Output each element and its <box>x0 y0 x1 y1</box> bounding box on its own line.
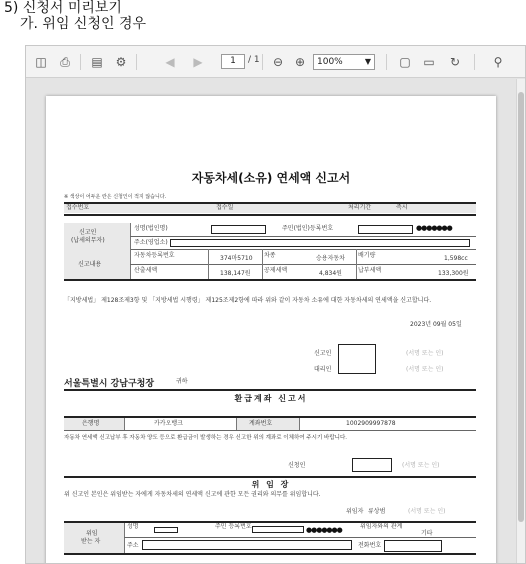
print-icon[interactable]: ⎙ <box>60 55 70 69</box>
toolbar-separator <box>386 54 387 70</box>
zoom-out-icon[interactable]: ⊖ <box>272 55 284 69</box>
phone-label: 전화번호 <box>358 542 382 549</box>
page-total: / 1 <box>248 55 260 65</box>
grid-line <box>299 418 300 430</box>
grid-line <box>130 236 476 237</box>
toolbar-separator <box>474 54 475 70</box>
resident-no-mask: ●●●●●●● <box>416 224 452 232</box>
grid-line <box>262 249 263 279</box>
next-page-icon[interactable]: ▶ <box>193 55 203 69</box>
vehicle-no-label: 자동차등록번호 <box>134 252 175 259</box>
fit-page-icon[interactable]: ▢ <box>399 55 411 69</box>
document-page <box>46 96 496 564</box>
page-number-input[interactable]: 1 <box>221 54 245 69</box>
poa-resident-redaction-box <box>252 526 304 533</box>
poa-statement: 위 신고인 본인은 위임받는 자에게 자동차세의 연세액 신고에 관한 모든 권리와 의무를 위임합니다. <box>64 491 321 498</box>
displacement-value: 1,598cc <box>444 255 468 262</box>
form-notice: ※ 색상이 어두운 란은 신청인이 적지 않습니다. <box>64 194 167 200</box>
applicant-signature-box <box>352 458 392 472</box>
toolbar-separator <box>80 54 81 70</box>
divider <box>64 279 476 281</box>
reporter-label: 신고인 <box>314 350 332 357</box>
toolbar-separator <box>262 54 263 70</box>
applicant-label-2: (납세의무자) <box>71 237 105 244</box>
scrollbar-thumb[interactable] <box>518 92 524 522</box>
search-icon[interactable]: ⚲ <box>493 55 503 69</box>
name-label: 성명(법인명) <box>134 225 168 232</box>
relation-value: 기타 <box>421 530 433 537</box>
receipt-no-label: 접수번호 <box>66 204 90 211</box>
settings-document-icon[interactable]: ⚙ <box>115 55 127 69</box>
delegator-name: 류상범 <box>368 508 386 515</box>
poa-resident-mask: ●●●●●●● <box>306 526 342 534</box>
previous-page-icon[interactable]: ◀ <box>165 55 175 69</box>
office-suffix: 귀하 <box>176 378 188 385</box>
poa-address-redaction-box <box>142 540 352 550</box>
address-redaction-box <box>170 239 470 247</box>
content-label: 신고내용 <box>78 261 102 268</box>
heading-line-2: 가. 위임 신청인 경우 <box>20 16 146 32</box>
document-icon[interactable]: ▤ <box>91 55 103 69</box>
delegatee-label-2: 받는 자 <box>81 538 101 545</box>
processing-period-label: 처리기간 <box>348 204 372 211</box>
pdf-viewer <box>25 45 526 564</box>
grid-line <box>130 264 476 265</box>
grid-line <box>356 249 357 279</box>
agent-label: 대리인 <box>314 366 332 373</box>
refund-title: 환급계좌 신고서 <box>234 394 308 403</box>
grid-line <box>208 249 209 279</box>
name-redaction-box <box>211 225 266 234</box>
sign-hint-2: (서명 또는 인) <box>406 366 444 373</box>
section-heading <box>4 0 146 32</box>
car-type-label: 차종 <box>264 252 276 259</box>
resident-no-label: 주민(법인)등록번호 <box>282 225 334 232</box>
payable-label: 납부세액 <box>358 267 382 274</box>
receipt-date-label: 접수일 <box>216 204 234 211</box>
applicant-sign-hint: (서명 또는 인) <box>402 462 440 469</box>
signature-box <box>338 344 376 374</box>
poa-address-label: 주소 <box>127 542 139 549</box>
applicant-label: 신고인 <box>79 229 97 236</box>
deduction-value: 4,834원 <box>319 270 342 277</box>
poa-name-redaction-box <box>154 527 178 533</box>
bank-label: 은행명 <box>82 420 100 427</box>
poa-name-label: 성명 <box>127 523 139 530</box>
calc-tax-label: 산출세액 <box>134 267 158 274</box>
account-label: 계좌번호 <box>249 420 273 427</box>
phone-redaction-box <box>384 540 442 552</box>
car-type-value: 승용자동차 <box>316 255 345 262</box>
grid-line <box>124 537 476 538</box>
statement-text: 「지방세법」 제128조제3항 및 「지방세법 시행령」 제125조제2항에 따라 위와 같이 자동차 소유에 대한 자동차세의 연세액을 신고합니다. <box>64 297 432 304</box>
zoom-in-icon[interactable]: ⊕ <box>294 55 306 69</box>
delegator-label: 위임자 <box>346 508 364 515</box>
divider <box>64 214 476 216</box>
receipt-row-shade <box>64 204 476 213</box>
account-value: 1002909997878 <box>346 420 396 427</box>
divider <box>64 476 476 478</box>
payable-value: 133,300원 <box>438 270 469 277</box>
delegator-sign-hint: (서명 또는 인) <box>408 508 446 515</box>
divider <box>64 553 476 555</box>
deduction-label: 공제세액 <box>264 267 288 274</box>
bank-value: 카카오뱅크 <box>154 420 183 427</box>
form-title: 자동차세(소유) 연세액 신고서 <box>191 171 351 185</box>
refund-statement: 자동차 연세액 신고납부 후 자동차 양도 등으로 환급금이 발생하는 경우 신고한 위의 계좌로 이체하여 주시기 바랍니다. <box>64 435 348 441</box>
poa-resident-label: 주민 등록번호 <box>215 523 252 530</box>
grid-line <box>124 523 125 553</box>
sign-hint: (서명 또는 인) <box>406 350 444 357</box>
vehicle-no-value: 374마5710 <box>220 255 253 262</box>
displacement-label: 배기량 <box>358 252 376 259</box>
viewer-toolbar <box>26 46 526 78</box>
chevron-down-icon: ▼ <box>364 57 371 66</box>
zoom-value: 100% <box>317 57 343 67</box>
applicant-label-refund: 신청인 <box>288 462 306 469</box>
calc-tax-value: 138,147원 <box>220 270 251 277</box>
toolbar-separator <box>136 54 137 70</box>
processing-period-value: 즉시 <box>396 204 408 211</box>
grid-line <box>124 418 125 430</box>
poa-title: 위 임 장 <box>251 480 291 489</box>
save-icon[interactable]: ◫ <box>35 55 47 69</box>
heading-line-1: 5) 신청서 미리보기 <box>4 0 122 16</box>
fit-width-icon[interactable]: ▭ <box>423 55 435 69</box>
address-label: 주소(영업소) <box>134 239 168 246</box>
applicant-label-shade <box>64 223 130 249</box>
office-name: 서울특별시 강남구청장 <box>64 379 155 389</box>
relation-label: 위임자와의 관계 <box>360 523 403 530</box>
resident-no-redaction-box <box>358 225 413 234</box>
zoom-select[interactable] <box>313 54 375 70</box>
divider <box>64 389 476 391</box>
delegatee-label: 위임 <box>86 530 98 537</box>
grid-line <box>64 430 476 431</box>
divider <box>64 521 476 523</box>
report-date: 2023년 09월 05일 <box>410 321 462 328</box>
rotate-icon[interactable]: ↻ <box>449 55 461 69</box>
